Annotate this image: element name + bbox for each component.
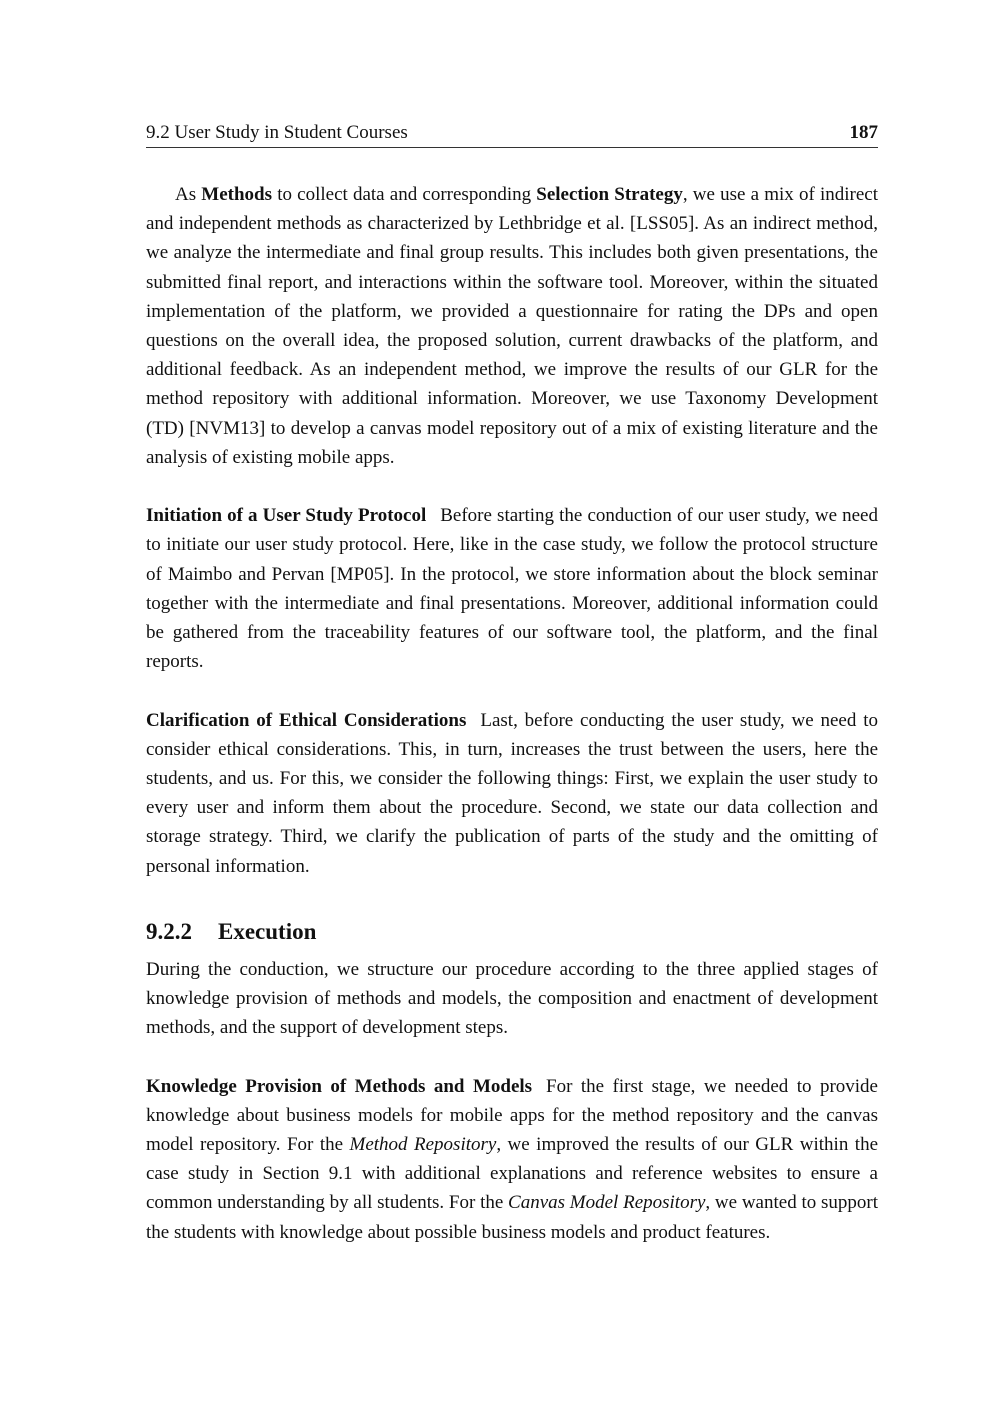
page-body	[146, 180, 878, 1276]
text: , we wanted to support the students with knowledge about possible business models and product features.	[146, 1192, 878, 1243]
term-canvas-model-repository: Canvas Model Repository	[508, 1192, 706, 1214]
paragraph-methods	[146, 180, 878, 472]
text: Last, before conducting the user study, we need to consider ethical considerations. This, in turn, increases the trust between the users, here the students, and us. For this, we consider the following things: First, we explain the user study to every user and inform them about the procedure. Second, we state our data collection and storage strategy. Third, we clarify the publication of parts of the study and the omitting of personal information.	[146, 709, 878, 877]
text: , we improved the results of our GLR within the case study in Section 9.1 with additional explanations and reference websites to ensure a common understanding by all students. For the	[146, 1134, 878, 1214]
text: For the first stage, we needed to provide knowledge about business models for mobile apps for the method repository and the canvas model repository. For the	[146, 1075, 878, 1156]
runin-heading: Clarification of Ethical Considerations	[146, 709, 467, 731]
paragraph-ethical-considerations	[146, 706, 878, 881]
text: As	[175, 184, 202, 205]
term-methods: Methods	[201, 184, 273, 205]
runin-heading: Knowledge Provision of Methods and Models	[146, 1075, 533, 1097]
paragraph-execution: During the conduction, we structure our procedure according to the three applied stages of knowledge provision of methods and models, the composition and enactment of development methods, and the support of development steps.	[146, 958, 878, 1039]
term-selection-strategy: Selection Strategy	[536, 184, 683, 205]
paragraph-user-study-protocol	[146, 501, 878, 676]
section-number: 9.2.2	[146, 918, 192, 944]
text: to collect data and corresponding	[272, 184, 537, 205]
runin-heading: Initiation of a User Study Protocol	[146, 505, 427, 527]
section-title: Execution	[218, 918, 317, 944]
running-header	[146, 120, 878, 148]
header-title: 9.2 User Study in Student Courses	[146, 122, 408, 143]
text: Before starting the conduction of our user study, we need to initiate our user study protocol. Here, like in the case study, we follow the protocol structure of Maimbo and Pervan [MP05]. In the protocol, we store information about the block seminar together with the intermediate and final presentations. Moreover, additional information could be gathered from the traceability features of our software tool, the platform, and the final reports.	[146, 505, 878, 673]
term-method-repository: Method Repository	[349, 1134, 497, 1156]
page-number: 187	[849, 122, 878, 143]
text: , we use a mix of indirect and independent methods as characterized by Lethbridge et al. [LSS05]. As an indirect method, we analyze the intermediate and final group results. This includes both given presentations, the submitted final report, and interactions within the software tool. Moreover, within the situated implementation of the platform, we provided a questionnaire for rating the DPs and open questions on the overall idea, the proposed solution, current drawbacks of the platform, and additional feedback. As an independent method, we improve the results of our GLR for the method repository with additional information. Moreover, we use Taxonomy Development (TD) [NVM13] to develop a canvas model repository out of a mix of existing literature and the analysis of existing mobile apps.	[146, 184, 879, 468]
section-heading	[146, 917, 878, 947]
paragraph-knowledge-provision	[146, 1072, 878, 1247]
